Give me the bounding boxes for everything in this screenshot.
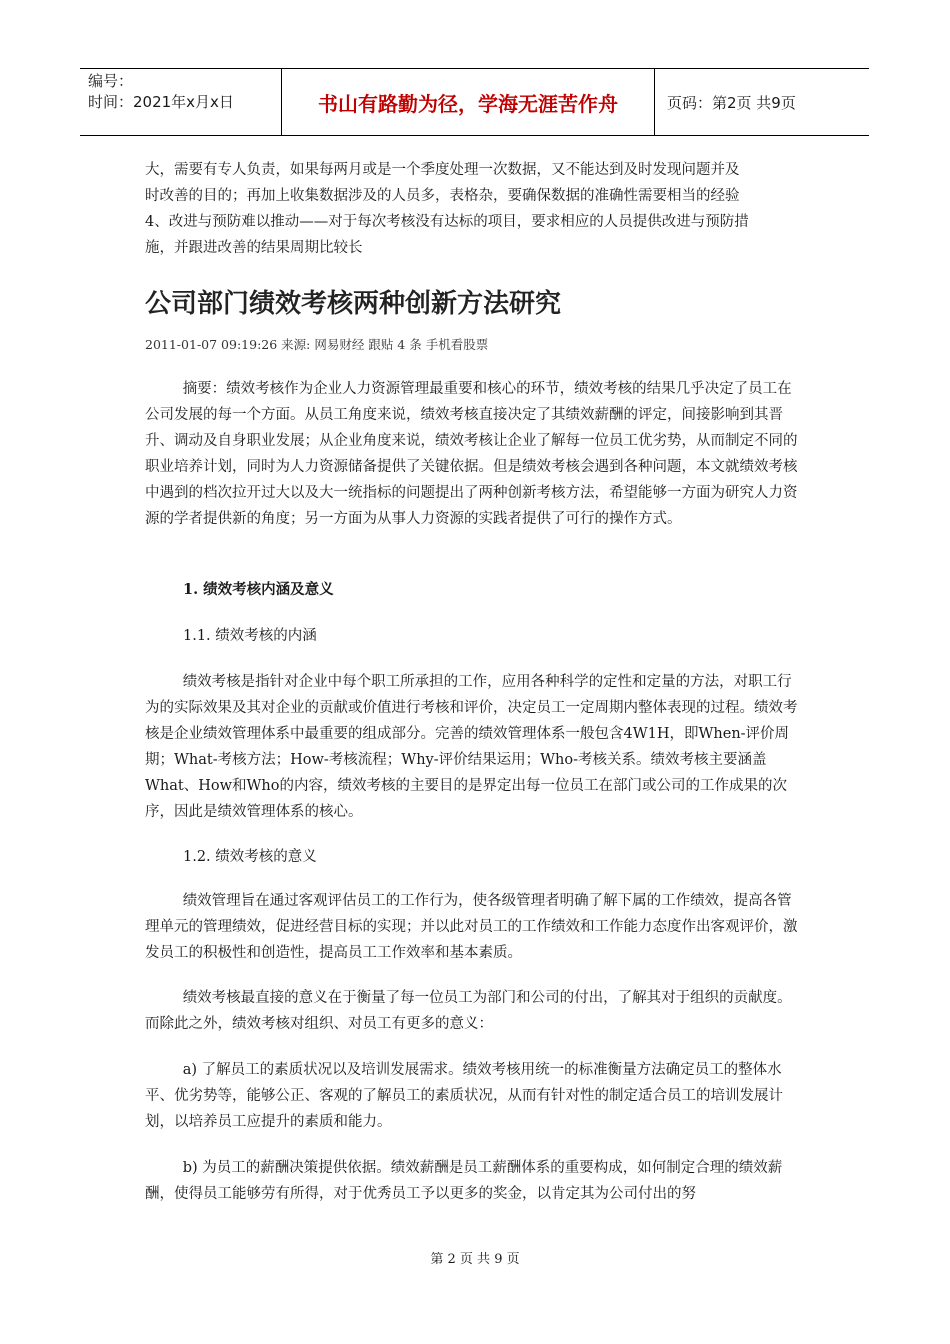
body-paragraph: 绩效考核最直接的意义在于衡量了每一位员工为部门和公司的付出，了解其对于组织的贡献度。而除此之外，绩效考核对组织、对员工有更多的意义： xyxy=(145,990,792,1032)
section-heading-1-2: 1.2. 绩效考核的意义 xyxy=(183,849,317,865)
header-page-info: 页码：第2页 共9页 xyxy=(667,93,796,112)
header-motto: 书山有路勤为径，学海无涯苦作舟 xyxy=(282,69,655,135)
intro-line: 施，并跟进改善的结果周期比较长 xyxy=(145,240,363,256)
body-paragraph: 绩效考核是指针对企业中每个职工所承担的工作，应用各种科学的定性和定量的方法，对职工行为的实际效果及其对企业的贡献或价值进行考核和评价，决定员工一定周期内整体表现的过程。绩效考核是企业绩效管理体系中最重要的组成部分。完善的绩效管理体系一般包含4W1H，即When-评价周期；What-考核方法；How-考核流程；Why-评价结果运用；Who-考核关系。绩效考核主要涵盖What、How和Who的内容，绩效考核的主要目的是界定出每一位员工在部门或公司的工作成果的次序，因此是绩效管理体系的核心。 xyxy=(145,674,798,820)
page-footer: 第 2 页 共 9 页 xyxy=(430,1252,520,1267)
abstract-paragraph: 摘要：绩效考核作为企业人力资源管理最重要和核心的环节，绩效考核的结果几乎决定了员工在公司发展的每一个方面。从员工角度来说，绩效考核直接决定了其绩效薪酬的评定，间接影响到其晋升、调动及自身职业发展；从企业角度来说，绩效考核让企业了解每一位员工优劣势，从而制定不同的职业培养计划，同时为人力资源储备提供了关键依据。但是绩效考核会遇到各种问题，本文就绩效考核中遇到的档次拉开过大以及大一统指标的问题提出了两种创新考核方法，希望能够一方面为研究人力资源的学者提供新的角度；另一方面为从事人力资源的实践者提供了可行的操作方式。 xyxy=(145,381,798,527)
header-left-cell xyxy=(80,69,282,135)
intro-line: 4、改进与预防难以推动——对于每次考核没有达标的项目，要求相应的人员提供改进与预防措 xyxy=(145,214,749,230)
section-heading-1: 1. 绩效考核内涵及意义 xyxy=(183,581,334,598)
article-title: 公司部门绩效考核两种创新方法研究 xyxy=(145,289,562,319)
date-label: 时间：2021年x月x日 xyxy=(88,93,234,111)
list-item-a: a) 了解员工的素质状况以及培训发展需求。绩效考核用统一的标准衡量方法确定员工的整体水平、优劣势等，能够公正、客观的了解员工的素质状况，从而有针对性的制定适合员工的培训发展计划，以培养员工应提升的素质和能力。 xyxy=(145,1062,783,1130)
article-meta: 2011-01-07 09:19:26 来源: 网易财经 跟贴 4 条 手机看股票 xyxy=(145,337,489,352)
intro-line: 大，需要有专人负责，如果每两月或是一个季度处理一次数据，又不能达到及时发现问题并及 xyxy=(145,162,740,178)
page-header xyxy=(80,68,869,136)
intro-text xyxy=(145,157,805,261)
body-paragraph: 绩效管理旨在通过客观评估员工的工作行为，使各级管理者明确了解下属的工作绩效，提高各管理单元的管理绩效，促进经营目标的实现；并以此对员工的工作绩效和工作能力态度作出客观评价，激发员工的积极性和创造性，提高员工工作效率和基本素质。 xyxy=(145,893,798,961)
list-item-b: b) 为员工的薪酬决策提供依据。绩效薪酬是员工薪酬体系的重要构成，如何制定合理的绩效薪酬，使得员工能够劳有所得，对于优秀员工予以更多的奖金，以肯定其为公司付出的努 xyxy=(145,1160,783,1202)
intro-line: 时改善的目的；再加上收集数据涉及的人员多，表格杂，要确保数据的准确性需要相当的经验 xyxy=(145,188,740,204)
section-heading-1-1: 1.1. 绩效考核的内涵 xyxy=(183,628,317,644)
number-label: 编号： xyxy=(88,72,134,90)
